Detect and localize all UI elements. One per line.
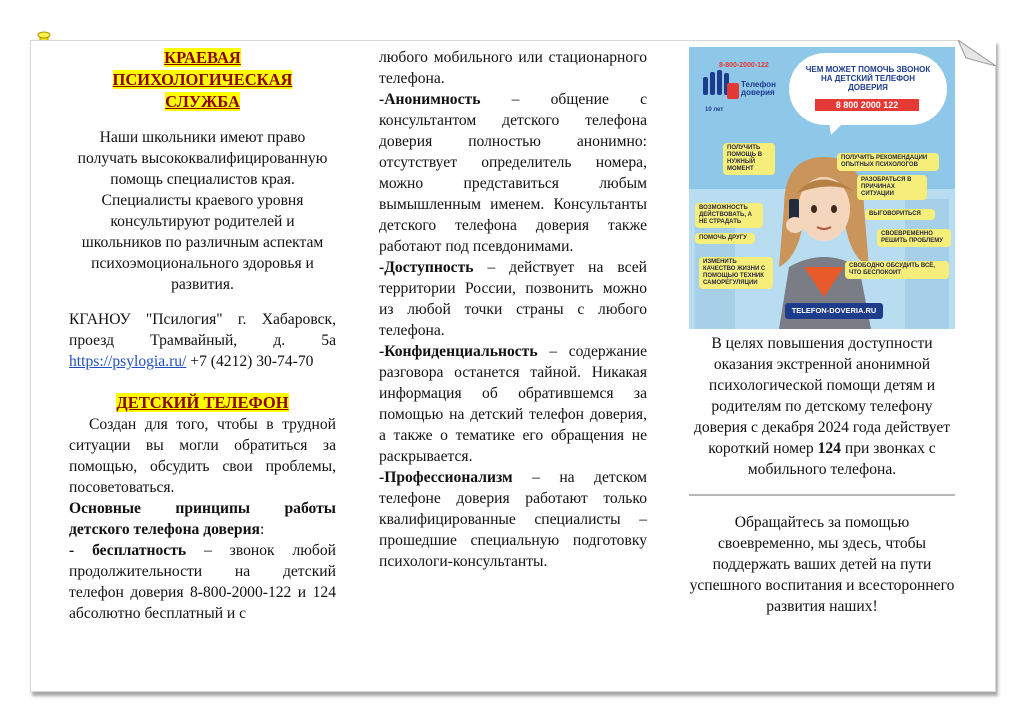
benefit-chip: СВОБОДНО ОБСУДИТЬ ВСЁ, ЧТО БЕСПОКОИТ — [845, 261, 949, 279]
principle-access — [379, 257, 647, 341]
logo-number: 8-800-2000-122 — [719, 62, 769, 69]
bubble-tail-icon — [829, 121, 845, 135]
logo-line1: Телефон — [741, 80, 776, 89]
helpline-logo — [697, 55, 787, 127]
benefit-chip: ИЗМЕНИТЬ КАЧЕСТВО ЖИЗНИ С ПОМОЩЬЮ ТЕХНИК САМОРЕГУЛЯЦИИ — [699, 257, 773, 289]
principle-anon-label: -Анонимность — [379, 91, 481, 108]
principle-confidentiality — [379, 341, 647, 467]
principle-prof-label: -Профессионализм — [379, 469, 513, 486]
column-middle — [379, 47, 647, 572]
benefit-chip: ВОЗМОЖНОСТЬ ДЕЙСТВОВАТЬ, А НЕ СТРАДАТЬ — [695, 203, 763, 228]
principles-bold: Основные принципы работы детского телефона доверия — [69, 500, 336, 538]
principle-free — [69, 540, 336, 624]
heading-child-phone: ДЕТСКИЙ ТЕЛЕФОН — [116, 393, 289, 412]
continued-text: любого мобильного или стационарного телефона. — [379, 49, 647, 87]
principle-anonymity — [379, 89, 647, 257]
heading-line: ПСИХОЛОГИЧЕСКАЯ — [112, 70, 293, 89]
column-left — [69, 47, 336, 624]
logo-title — [741, 81, 776, 97]
page-fold-icon — [958, 40, 996, 66]
bubble-phone: 8 800 2000 122 — [815, 99, 919, 111]
principle-free-text: – звонок любой продолжительности на детский телефон доверия 8-800-2000-122 и 124 абсолютно бесплатный и с — [69, 542, 336, 622]
principle-access-label: -Доступность — [379, 259, 474, 276]
heading-line: СЛУЖБА — [165, 92, 240, 111]
benefit-chip: ПОЛУЧИТЬ РЕКОМЕНДАЦИИ ОПЫТНЫХ ПСИХОЛОГОВ — [837, 153, 939, 171]
brochure-page — [30, 40, 996, 692]
benefit-chip: РАЗОБРАТЬСЯ В ПРИЧИНАХ СИТУАЦИИ — [857, 175, 927, 200]
principle-conf-text: – содержание разговора останется тайной. Никакая информация об обратившемся за помощью на детский телефон доверия, а также о тематике его обращения не раскрывается. — [379, 343, 647, 465]
benefit-chip: СВОЕВРЕМЕННО РЕШИТЬ ПРОБЛЕМУ — [877, 229, 951, 247]
org-address — [69, 309, 336, 372]
principle-conf-label: -Конфиденциальность — [379, 343, 538, 360]
logo-years: 10 лет — [705, 107, 724, 113]
org-name: КГАНОУ "Псилогия" г. Хабаровск, проезд Трамвайный, д. 5а — [69, 311, 336, 349]
intro-text: Наши школьники имеют право получать высококвалифицированную помощь специалистов края. Специалисты краевого уровня консультируют родителей и школьников по различным аспектам психоэмоционального здоровья и развития. — [77, 129, 328, 293]
short-number-text-a: В целях повышения доступности оказания экстренной анонимной психологической помощи детям и родителям по детскому телефону доверия с декабря 2024 года действует короткий номер — [693, 335, 951, 457]
created-text: Создан для того, чтобы в трудной ситуации вы могли обратиться за помощью, обсудить свои проблемы, посоветоваться. — [69, 416, 336, 496]
principles-colon: : — [260, 521, 265, 538]
short-number-text — [689, 333, 955, 480]
benefit-chip: ПОМОЧЬ ДРУГУ — [695, 233, 755, 244]
heading-psych-service — [69, 47, 336, 113]
hand-phone-icon — [701, 67, 741, 101]
poster-website: TELEFON-DOVERIA.RU — [785, 303, 883, 319]
benefit-chip: ВЫГОВОРИТЬСЯ — [865, 209, 935, 220]
heading-line: КРАЕВАЯ — [164, 48, 241, 67]
principle-professionalism — [379, 467, 647, 572]
principle-anon-text: – общение с консультантом детского телефона доверия полностью анонимно: отсутствует определитель номера, можно представиться любым вымышленным именем. Консультанты детского телефона доверия также работают под псевдонимами. — [379, 91, 647, 255]
principle-access-text: – действует на всей территории России, позвонить можно из любой точки страны с любого телефона. — [379, 259, 647, 339]
principle-prof-text: – на детском телефоне доверия работают только квалифицированные специалисты – прошедшие специальную подготовку психологи-консультанты. — [379, 469, 647, 570]
short-number-text-b: при звонках с мобильного телефона. — [747, 440, 936, 478]
principles-heading — [69, 498, 336, 540]
short-number: 124 — [817, 440, 841, 457]
website-link[interactable]: https://psylogia.ru/ — [69, 353, 187, 370]
divider — [689, 494, 955, 496]
principle-free-label: - бесплатность — [69, 542, 187, 559]
benefit-chip: ПОЛУЧИТЬ ПОМОЩЬ В НУЖНЫЙ МОМЕНТ — [723, 143, 775, 175]
closing-text: Обращайтесь за помощью своевременно, мы здесь, чтобы поддержать ваших детей на пути успешного воспитания и всестороннего развития наших! — [689, 514, 955, 615]
logo-line2: доверия — [741, 88, 775, 97]
helpline-poster — [689, 47, 955, 329]
heading-child-phone-wrap — [69, 392, 336, 414]
bubble-title: ЧЕМ МОЖЕТ ПОМОЧЬ ЗВОНОК НА ДЕТСКИЙ ТЕЛЕФОН ДОВЕРИЯ — [805, 65, 931, 92]
column-right — [689, 47, 955, 617]
speech-bubble — [789, 53, 947, 125]
phone-number: +7 (4212) 30-74-70 — [186, 353, 314, 370]
